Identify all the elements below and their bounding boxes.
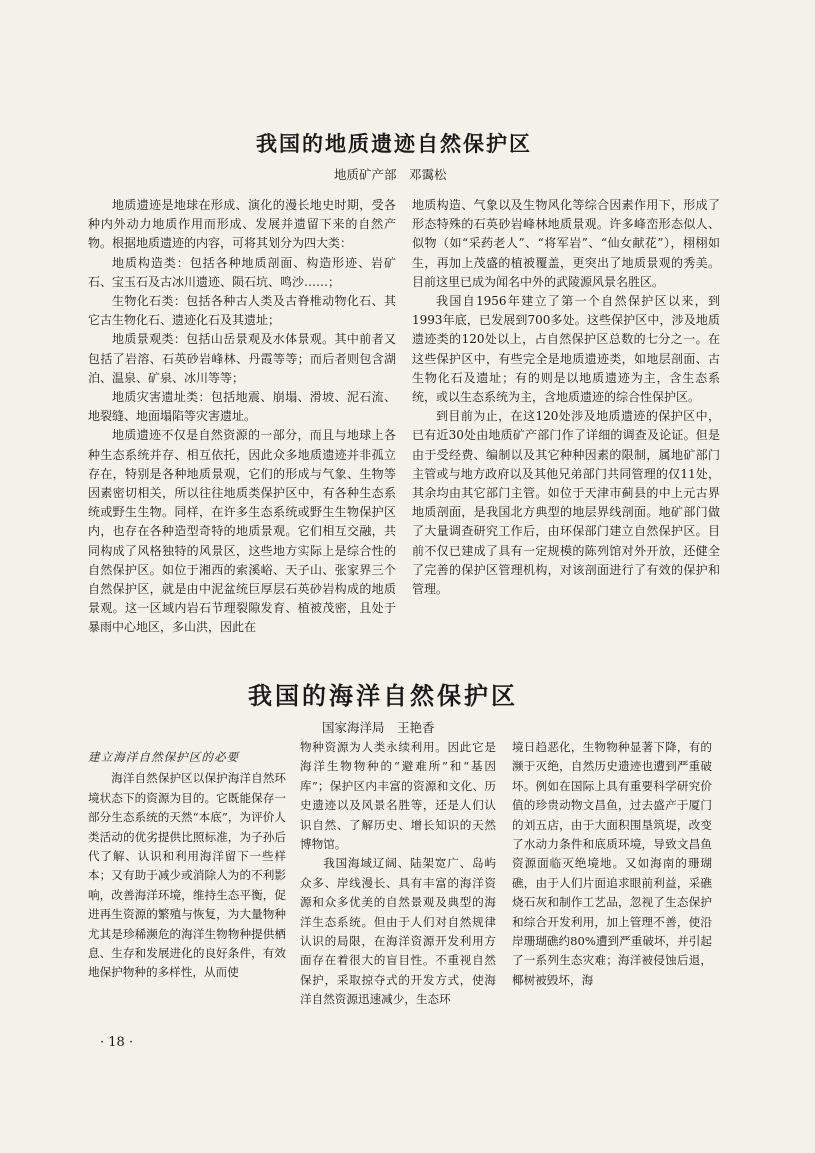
paragraph: 物种资源为人类永续利用。因此它是海洋生物物种的“避难所”和“基因库”；保护区内丰富的资源和文化、历史遗迹以及风景名胜等，还是人们认识自然、了解历史、增长知识的天然博物馆。: [300, 740, 496, 852]
paragraph: 地质构造、气象以及生物风化等综合因素作用下，形成了形态特殊的石英砂岩峰林地质景观。许多峰峦形态似人、似物（如“采药老人”、“将军岩”、“仙女献花”），栩栩如生，再加上茂盛的植被覆盖，更突出了地质景观的秀美。目前这里已成为闻名中外的武陵源风景名胜区。: [412, 198, 720, 289]
article2-column-2: [300, 738, 496, 1010]
paragraph: 地质景观类：包括山岳景观及水体景观。其中前者又包括了岩溶、石英砂岩峰林、丹霞等等；而后者则包含湖泊、温泉、矿泉、冰川等等；: [88, 332, 396, 385]
article2-subhead: 建立海洋自然保护区的必要: [88, 750, 240, 764]
paragraph: 海洋自然保护区以保护海洋自然环境状态下的资源为目的。它既能保存一部分生态系统的天然“本底”，为评价人类活动的优劣提供比照标准，为子孙后代了解、认识和利用海洋留下一些样本；又有助于减少或消除人为的不利影响，改善海洋环境，维持生态平衡，促进再生资源的繁殖与恢复，为大量物种尤其是珍稀濒危的海洋生物物种提供栖息、生存和发展进化的良好条件，有效地保护物种的多样性，从而使: [88, 771, 286, 980]
article1-title: 我国的地质遗迹自然保护区: [256, 131, 532, 156]
paragraph: 地质灾害遗址类：包括地震、崩塌、滑坡、泥石流、地裂缝、地面塌陷等灾害遗址。: [88, 390, 396, 424]
paragraph: 到目前为止，在这120处涉及地质遗迹的保护区中，已有近30处由地质矿产部门作了详细的调查及论证。但是由于受经费、编制以及其它种种因素的限制，属地矿部门主管或与地方政府以及其他兄弟部门共同管理的仅11处，其余均由其它部门主管。如位于天津市蓟县的中上元古界地质剖面，是我国北方典型的地层界线剖面。地矿部门做了大量调查研究工作后，由环保部门建立自然保护区。目前不仅已建成了具有一定规模的陈列馆对外开放，还健全了完善的保护区管理机构，对该剖面进行了有效的保护和管理。: [412, 409, 720, 597]
page-number: · 18 ·: [100, 1035, 134, 1050]
article1-byline: 地质矿产部 邓霭松: [334, 167, 447, 182]
article1-column-left: [88, 196, 396, 638]
paragraph: 地质遗迹不仅是自然资源的一部分，而且与地球上各种生态系统并存、相互依托，因此众多地质遗迹并非孤立存在，特别是各种地质景观，它们的形成与气象、生物等因素密切相关，所以往往地质类保护区中，有各种生态系统或野生生物。同样，在许多生态系统或野生生物保护区内，也存在各种造型奇特的地质景观。它们相互交融，共同构成了风格独特的风景区，这些地方实际上是综合性的自然保护区。如位于湘西的索溪峪、天子山、张家界三个自然保护区，就是由中泥盆统巨厚层石英砂岩构成的地质景观。这一区域内岩石节理裂隙发育、植被茂密，且处于暴雨中心地区，多山洪，因此在: [88, 428, 396, 635]
article2-byline: 国家海洋局 王艳香: [322, 720, 435, 735]
paragraph: 地质构造类：包括各种地质剖面、构造形迹、岩矿石、宝玉石及古冰川遗迹、陨石坑、鸣沙……；: [88, 255, 396, 289]
article2-title: 我国的海洋自然保护区: [248, 681, 518, 710]
paragraph: 地质遗迹是地球在形成、演化的漫长地史时期，受各种内外动力地质作用而形成、发展并遗留下来的自然产物。根据地质遗迹的内容，可将其划分为四大类：: [88, 198, 396, 251]
paragraph: 生物化石类：包括各种古人类及古脊椎动物化石、其它古生物化石、遗迹化石及其遗址；: [88, 294, 396, 328]
paragraph: 我国海域辽阔、陆架宽广、岛屿众多、岸线漫长、具有丰富的海洋资源和众多优美的自然景观及典型的海洋生态系统。但由于人们对自然规律认识的局限，在海洋资源开发利用方面存在着很大的盲目性。不重视自然保护，采取掠夺式的开发方式，使海洋自然资源迅速减少，生态环: [300, 856, 496, 1007]
paragraph: 我国自1956年建立了第一个自然保护区以来，到1993年底，已发展到700多处。这些保护区中，涉及地质遗迹类的120处以上，占自然保护区总数的七分之一。在这些保护区中，有些完全是地质遗迹类，如地层剖面、古生物化石及遗址；有的则是以地质遗迹为主，含生态系统，或以生态系统为主，含地质遗迹的综合性保护区。: [412, 294, 720, 405]
article2-column-1: [88, 748, 286, 983]
paragraph: 境日趋恶化，生物物种显著下降，有的濒于灭绝，自然历史遗迹也遭到严重破坏。例如在国际上具有重要科学研究价值的珍贵动物文昌鱼，过去盛产于厦门的刘五店，由于大面积围垦筑堤，改变了水动力条件和底质环境，导致文昌鱼资源面临灭绝境地。又如海南的珊瑚礁，由于人们片面追求眼前利益，采礁烧石灰和制作工艺品，忽视了生态保护和综合开发利用，加上管理不善，使沿岸珊瑚礁约80%遭到严重破坏，并引起了一系列生态灾难；海洋被侵蚀后退，椰树被毁坏，海: [512, 740, 712, 987]
article2-column-3: [512, 738, 712, 990]
article1-column-right: [412, 196, 720, 599]
